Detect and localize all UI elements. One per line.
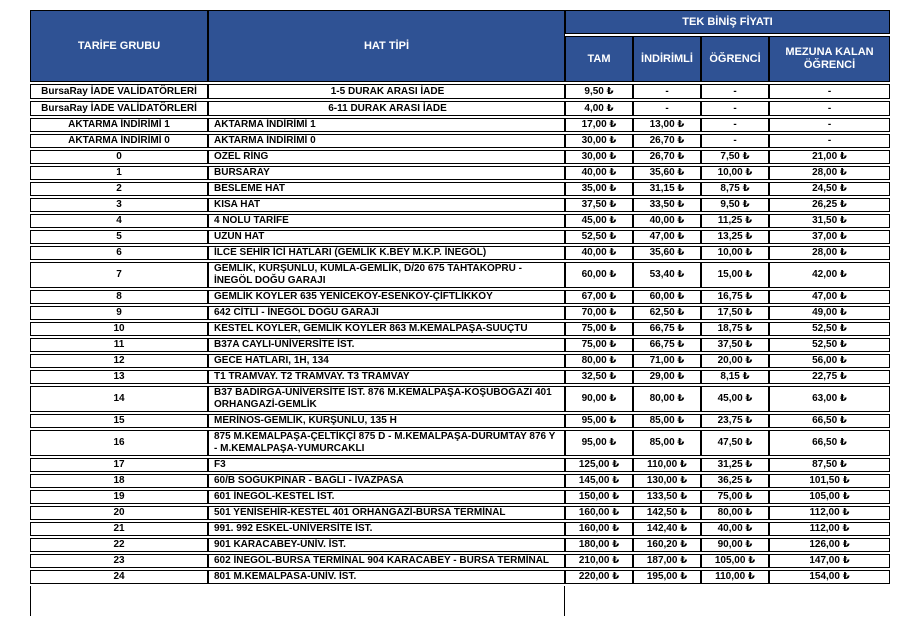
cell-tarife-grubu: 0 [30, 150, 208, 164]
cell-mezuna-kalan-ogrenci: 49,00 ₺ [769, 306, 890, 320]
table-footer [30, 586, 890, 616]
cell-tam: 70,00 ₺ [565, 306, 633, 320]
table-row [30, 414, 890, 428]
cell-tam: 210,00 ₺ [565, 554, 633, 568]
cell-mezuna-kalan-ogrenci: 42,00 ₺ [769, 262, 890, 288]
cell-hat-tipi: İLCE SEHİR İCİ HATLARI (GEMLİK K.BEY M.K.P. İNEGÖL) [208, 246, 565, 260]
cell-ogrenci: 45,00 ₺ [701, 386, 769, 412]
cell-tam: 160,00 ₺ [565, 506, 633, 520]
table-row [30, 230, 890, 244]
cell-ogrenci: 20,00 ₺ [701, 354, 769, 368]
table-row [30, 290, 890, 304]
cell-tam: 220,00 ₺ [565, 570, 633, 584]
cell-mezuna-kalan-ogrenci: 52,50 ₺ [769, 338, 890, 352]
table-header [30, 10, 890, 82]
cell-ogrenci: 13,25 ₺ [701, 230, 769, 244]
header-row-top [30, 10, 890, 34]
cell-hat-tipi: AKTARMA İNDİRİMİ 0 [208, 134, 565, 148]
cell-tam: 150,00 ₺ [565, 490, 633, 504]
cell-tarife-grubu: 16 [30, 430, 208, 456]
cell-tam: 145,00 ₺ [565, 474, 633, 488]
cell-tarife-grubu: 17 [30, 458, 208, 472]
cell-mezuna-kalan-ogrenci: 37,00 ₺ [769, 230, 890, 244]
cell-indirimli: 35,60 ₺ [633, 166, 701, 180]
cell-tarife-grubu: 4 [30, 214, 208, 228]
cell-mezuna-kalan-ogrenci: 87,50 ₺ [769, 458, 890, 472]
cell-tarife-grubu: 14 [30, 386, 208, 412]
cell-mezuna-kalan-ogrenci: 21,00 ₺ [769, 150, 890, 164]
table-row [30, 506, 890, 520]
cell-ogrenci: 105,00 ₺ [701, 554, 769, 568]
cell-ogrenci: - [701, 84, 769, 99]
cell-indirimli: 130,00 ₺ [633, 474, 701, 488]
cell-tam: 40,00 ₺ [565, 246, 633, 260]
cell-tam: 37,50 ₺ [565, 198, 633, 212]
cell-tarife-grubu: 5 [30, 230, 208, 244]
cell-tarife-grubu: 13 [30, 370, 208, 384]
cell-hat-tipi: 501 YENİSEHİR-KESTEL 401 ORHANGAZİ-BURSA TERMİNAL [208, 506, 565, 520]
cell-hat-tipi: 60/B SOĞUKPINAR - BAĞLI - İVAZPASA [208, 474, 565, 488]
cell-indirimli: 31,15 ₺ [633, 182, 701, 196]
header-tek-binis-fiyati: TEK BİNİŞ FİYATI [565, 10, 890, 34]
table-row [30, 430, 890, 456]
cell-ogrenci: 17,50 ₺ [701, 306, 769, 320]
cell-ogrenci: 110,00 ₺ [701, 570, 769, 584]
cell-indirimli: 26,70 ₺ [633, 134, 701, 148]
cell-mezuna-kalan-ogrenci: 63,00 ₺ [769, 386, 890, 412]
cell-mezuna-kalan-ogrenci: 47,00 ₺ [769, 290, 890, 304]
cell-mezuna-kalan-ogrenci: 112,00 ₺ [769, 506, 890, 520]
cell-indirimli: 26,70 ₺ [633, 150, 701, 164]
cell-hat-tipi: KISA HAT [208, 198, 565, 212]
cell-indirimli: 66,75 ₺ [633, 322, 701, 336]
cell-ogrenci: 23,75 ₺ [701, 414, 769, 428]
cell-tam: 60,00 ₺ [565, 262, 633, 288]
cell-tam: 95,00 ₺ [565, 430, 633, 456]
table-row [30, 198, 890, 212]
cell-ogrenci: 8,75 ₺ [701, 182, 769, 196]
cell-hat-tipi: UZUN HAT [208, 230, 565, 244]
table-row [30, 150, 890, 164]
cell-hat-tipi: B37 BADIRGA-ÜNİVERSİTE İST. 876 M.KEMALPAŞA-KOŞUBOĞAZI 401 ORHANGAZİ-GEMLİK [208, 386, 565, 412]
table-row [30, 306, 890, 320]
cell-indirimli: 13,00 ₺ [633, 118, 701, 132]
cell-tarife-grubu: 11 [30, 338, 208, 352]
cell-hat-tipi: KESTEL KÖYLER, GEMLİK KÖYLER 863 M.KEMALPAŞA-SUUÇTU [208, 322, 565, 336]
cell-tarife-grubu: 18 [30, 474, 208, 488]
cell-ogrenci: 9,50 ₺ [701, 198, 769, 212]
cell-mezuna-kalan-ogrenci: 52,50 ₺ [769, 322, 890, 336]
cell-mezuna-kalan-ogrenci: - [769, 101, 890, 116]
table-body [30, 84, 890, 584]
cell-mezuna-kalan-ogrenci: - [769, 134, 890, 148]
cell-indirimli: 66,75 ₺ [633, 338, 701, 352]
cell-tarife-grubu: 21 [30, 522, 208, 536]
cell-tam: 30,00 ₺ [565, 150, 633, 164]
header-hat-tipi: HAT TİPİ [208, 10, 565, 82]
cell-hat-tipi: F3 [208, 458, 565, 472]
table-row [30, 490, 890, 504]
cell-ogrenci: 47,50 ₺ [701, 430, 769, 456]
cell-tam: 17,00 ₺ [565, 118, 633, 132]
cell-ogrenci: 18,75 ₺ [701, 322, 769, 336]
cell-mezuna-kalan-ogrenci: 28,00 ₺ [769, 246, 890, 260]
table-row [30, 370, 890, 384]
cell-hat-tipi: BURSARAY [208, 166, 565, 180]
cell-indirimli: 47,00 ₺ [633, 230, 701, 244]
cell-mezuna-kalan-ogrenci: 24,50 ₺ [769, 182, 890, 196]
cell-hat-tipi: MERİNOS-GEMLİK, KURŞUNLU, 135 H [208, 414, 565, 428]
cell-mezuna-kalan-ogrenci: 66,50 ₺ [769, 430, 890, 456]
cell-hat-tipi: 601 İNEGÖL-KESTEL İST. [208, 490, 565, 504]
cell-tarife-grubu: 22 [30, 538, 208, 552]
cell-tam: 180,00 ₺ [565, 538, 633, 552]
cell-mezuna-kalan-ogrenci: 105,00 ₺ [769, 490, 890, 504]
table-row [30, 322, 890, 336]
cell-mezuna-kalan-ogrenci: 66,50 ₺ [769, 414, 890, 428]
table-row [30, 522, 890, 536]
cell-ogrenci: 90,00 ₺ [701, 538, 769, 552]
table-row [30, 246, 890, 260]
cell-ogrenci: 7,50 ₺ [701, 150, 769, 164]
cell-mezuna-kalan-ogrenci: - [769, 118, 890, 132]
cell-mezuna-kalan-ogrenci: 26,25 ₺ [769, 198, 890, 212]
cell-tam: 125,00 ₺ [565, 458, 633, 472]
cell-mezuna-kalan-ogrenci: 31,50 ₺ [769, 214, 890, 228]
cell-ogrenci: - [701, 118, 769, 132]
table-row [30, 214, 890, 228]
header-tarife-grubu: TARİFE GRUBU [30, 10, 208, 82]
cell-indirimli: 160,20 ₺ [633, 538, 701, 552]
cell-ogrenci: 11,25 ₺ [701, 214, 769, 228]
table-row [30, 182, 890, 196]
cell-tam: 90,00 ₺ [565, 386, 633, 412]
table-row [30, 118, 890, 132]
cell-mezuna-kalan-ogrenci: 56,00 ₺ [769, 354, 890, 368]
cell-tam: 45,00 ₺ [565, 214, 633, 228]
cell-tarife-grubu: 12 [30, 354, 208, 368]
cell-hat-tipi: 6-11 DURAK ARASI İADE [208, 101, 565, 116]
cell-indirimli: 53,40 ₺ [633, 262, 701, 288]
cell-indirimli: - [633, 101, 701, 116]
cell-hat-tipi: 1-5 DURAK ARASI İADE [208, 84, 565, 99]
cell-ogrenci: 15,00 ₺ [701, 262, 769, 288]
cell-hat-tipi: 801 M.KEMALPASA-ÜNİV. İST. [208, 570, 565, 584]
cell-tarife-grubu: BursaRay İADE VALİDATÖRLERİ [30, 101, 208, 116]
table-row [30, 458, 890, 472]
table-row [30, 554, 890, 568]
table-row [30, 386, 890, 412]
cell-tam: 35,00 ₺ [565, 182, 633, 196]
table-row [30, 538, 890, 552]
cell-tam: 80,00 ₺ [565, 354, 633, 368]
fare-table [30, 8, 890, 618]
table-row [30, 134, 890, 148]
cell-indirimli: 142,50 ₺ [633, 506, 701, 520]
cell-tam: 9,50 ₺ [565, 84, 633, 99]
cell-hat-tipi: GECE HATLARI, 1H, 134 [208, 354, 565, 368]
cell-hat-tipi: T1 TRAMVAY. T2 TRAMVAY. T3 TRAMVAY [208, 370, 565, 384]
cell-hat-tipi: GEMLİK, KURŞUNLU, KUMLA-GEMLİK, D/20 675 TAHTAKÖPRÜ - İNEGÖL DOĞU GARAJI [208, 262, 565, 288]
cell-hat-tipi: 991. 992 ESKEL-ÜNİVERSİTE İST. [208, 522, 565, 536]
cell-tam: 32,50 ₺ [565, 370, 633, 384]
cell-mezuna-kalan-ogrenci: 22,75 ₺ [769, 370, 890, 384]
cell-tarife-grubu: 15 [30, 414, 208, 428]
cell-ogrenci: 16,75 ₺ [701, 290, 769, 304]
cell-tarife-grubu: 10 [30, 322, 208, 336]
cell-tam: 4,00 ₺ [565, 101, 633, 116]
cell-indirimli: 195,00 ₺ [633, 570, 701, 584]
cell-tam: 95,00 ₺ [565, 414, 633, 428]
cell-ogrenci: 10,00 ₺ [701, 166, 769, 180]
cell-tarife-grubu: 23 [30, 554, 208, 568]
cell-ogrenci: 37,50 ₺ [701, 338, 769, 352]
cell-tarife-grubu: 24 [30, 570, 208, 584]
cell-tam: 40,00 ₺ [565, 166, 633, 180]
cell-indirimli: 62,50 ₺ [633, 306, 701, 320]
cell-tarife-grubu: 7 [30, 262, 208, 288]
cell-hat-tipi: B37A CAYLI-ÜNİVERSİTE İST. [208, 338, 565, 352]
cell-hat-tipi: 642 CİTLİ - İNEGÖL DOĞU GARAJI [208, 306, 565, 320]
cell-indirimli: - [633, 84, 701, 99]
cell-ogrenci: 80,00 ₺ [701, 506, 769, 520]
cell-ogrenci: 8,15 ₺ [701, 370, 769, 384]
header-indirimli: İNDİRİMLİ [633, 36, 701, 82]
cell-ogrenci: 75,00 ₺ [701, 490, 769, 504]
cell-hat-tipi: 602 İNEGÖL-BURSA TERMİNAL 904 KARACABEY - BURSA TERMİNAL [208, 554, 565, 568]
header-ogrenci: ÖĞRENCİ [701, 36, 769, 82]
table-row [30, 166, 890, 180]
cell-tarife-grubu: AKTARMA İNDİRİMİ 1 [30, 118, 208, 132]
cell-indirimli: 85,00 ₺ [633, 430, 701, 456]
cell-tarife-grubu: 3 [30, 198, 208, 212]
cell-tarife-grubu: 20 [30, 506, 208, 520]
cell-tarife-grubu: AKTARMA İNDİRİMİ 0 [30, 134, 208, 148]
cell-hat-tipi: 4 NOLU TARİFE [208, 214, 565, 228]
cell-tarife-grubu: 9 [30, 306, 208, 320]
cell-tam: 75,00 ₺ [565, 338, 633, 352]
cell-hat-tipi: ÖZEL RİNG [208, 150, 565, 164]
cell-hat-tipi: 901 KARACABEY-ÜNİV. İST. [208, 538, 565, 552]
cell-tam: 52,50 ₺ [565, 230, 633, 244]
cell-tarife-grubu: 8 [30, 290, 208, 304]
cell-hat-tipi: 875 M.KEMALPAŞA-ÇELTİKÇİ 875 D - M.KEMALPAŞA-DURUMTAY 876 Y - M.KEMALPAŞA-YUMURCAKLI [208, 430, 565, 456]
empty-row [30, 586, 890, 616]
cell-ogrenci: - [701, 134, 769, 148]
cell-indirimli: 80,00 ₺ [633, 386, 701, 412]
cell-indirimli: 187,00 ₺ [633, 554, 701, 568]
cell-tarife-grubu: 19 [30, 490, 208, 504]
table-row [30, 84, 890, 99]
cell-indirimli: 142,40 ₺ [633, 522, 701, 536]
cell-ogrenci: 36,25 ₺ [701, 474, 769, 488]
cell-indirimli: 133,50 ₺ [633, 490, 701, 504]
cell-hat-tipi: AKTARMA İNDİRİMİ 1 [208, 118, 565, 132]
table-row [30, 474, 890, 488]
cell-indirimli: 29,00 ₺ [633, 370, 701, 384]
cell-ogrenci: 40,00 ₺ [701, 522, 769, 536]
table-row [30, 338, 890, 352]
cell-indirimli: 35,60 ₺ [633, 246, 701, 260]
cell-mezuna-kalan-ogrenci: 126,00 ₺ [769, 538, 890, 552]
cell-indirimli: 85,00 ₺ [633, 414, 701, 428]
table-row [30, 101, 890, 116]
cell-tarife-grubu: 6 [30, 246, 208, 260]
cell-mezuna-kalan-ogrenci: 28,00 ₺ [769, 166, 890, 180]
cell-indirimli: 60,00 ₺ [633, 290, 701, 304]
table-row [30, 262, 890, 288]
cell-mezuna-kalan-ogrenci: 101,50 ₺ [769, 474, 890, 488]
cell-indirimli: 71,00 ₺ [633, 354, 701, 368]
cell-mezuna-kalan-ogrenci: 147,00 ₺ [769, 554, 890, 568]
cell-indirimli: 33,50 ₺ [633, 198, 701, 212]
cell-tam: 67,00 ₺ [565, 290, 633, 304]
cell-ogrenci: 31,25 ₺ [701, 458, 769, 472]
cell-ogrenci: 10,00 ₺ [701, 246, 769, 260]
cell-tam: 160,00 ₺ [565, 522, 633, 536]
cell-hat-tipi: BESLEME HAT [208, 182, 565, 196]
cell-mezuna-kalan-ogrenci: 154,00 ₺ [769, 570, 890, 584]
cell-tam: 30,00 ₺ [565, 134, 633, 148]
cell-tarife-grubu: BursaRay İADE VALİDATÖRLERİ [30, 84, 208, 99]
cell-tam: 75,00 ₺ [565, 322, 633, 336]
header-tam: TAM [565, 36, 633, 82]
cell-hat-tipi: GEMLİK KÖYLER 635 YENİCEKÖY-ESENKÖY-ÇİFTLİKKÖY [208, 290, 565, 304]
cell-indirimli: 110,00 ₺ [633, 458, 701, 472]
header-mezuna-kalan-ogrenci: MEZUNA KALAN ÖĞRENCİ [769, 36, 890, 82]
table-row [30, 570, 890, 584]
empty-cell-left [30, 586, 565, 616]
table-row [30, 354, 890, 368]
cell-indirimli: 40,00 ₺ [633, 214, 701, 228]
cell-mezuna-kalan-ogrenci: 112,00 ₺ [769, 522, 890, 536]
cell-ogrenci: - [701, 101, 769, 116]
cell-tarife-grubu: 2 [30, 182, 208, 196]
cell-tarife-grubu: 1 [30, 166, 208, 180]
cell-mezuna-kalan-ogrenci: - [769, 84, 890, 99]
empty-cell-right [565, 586, 890, 616]
